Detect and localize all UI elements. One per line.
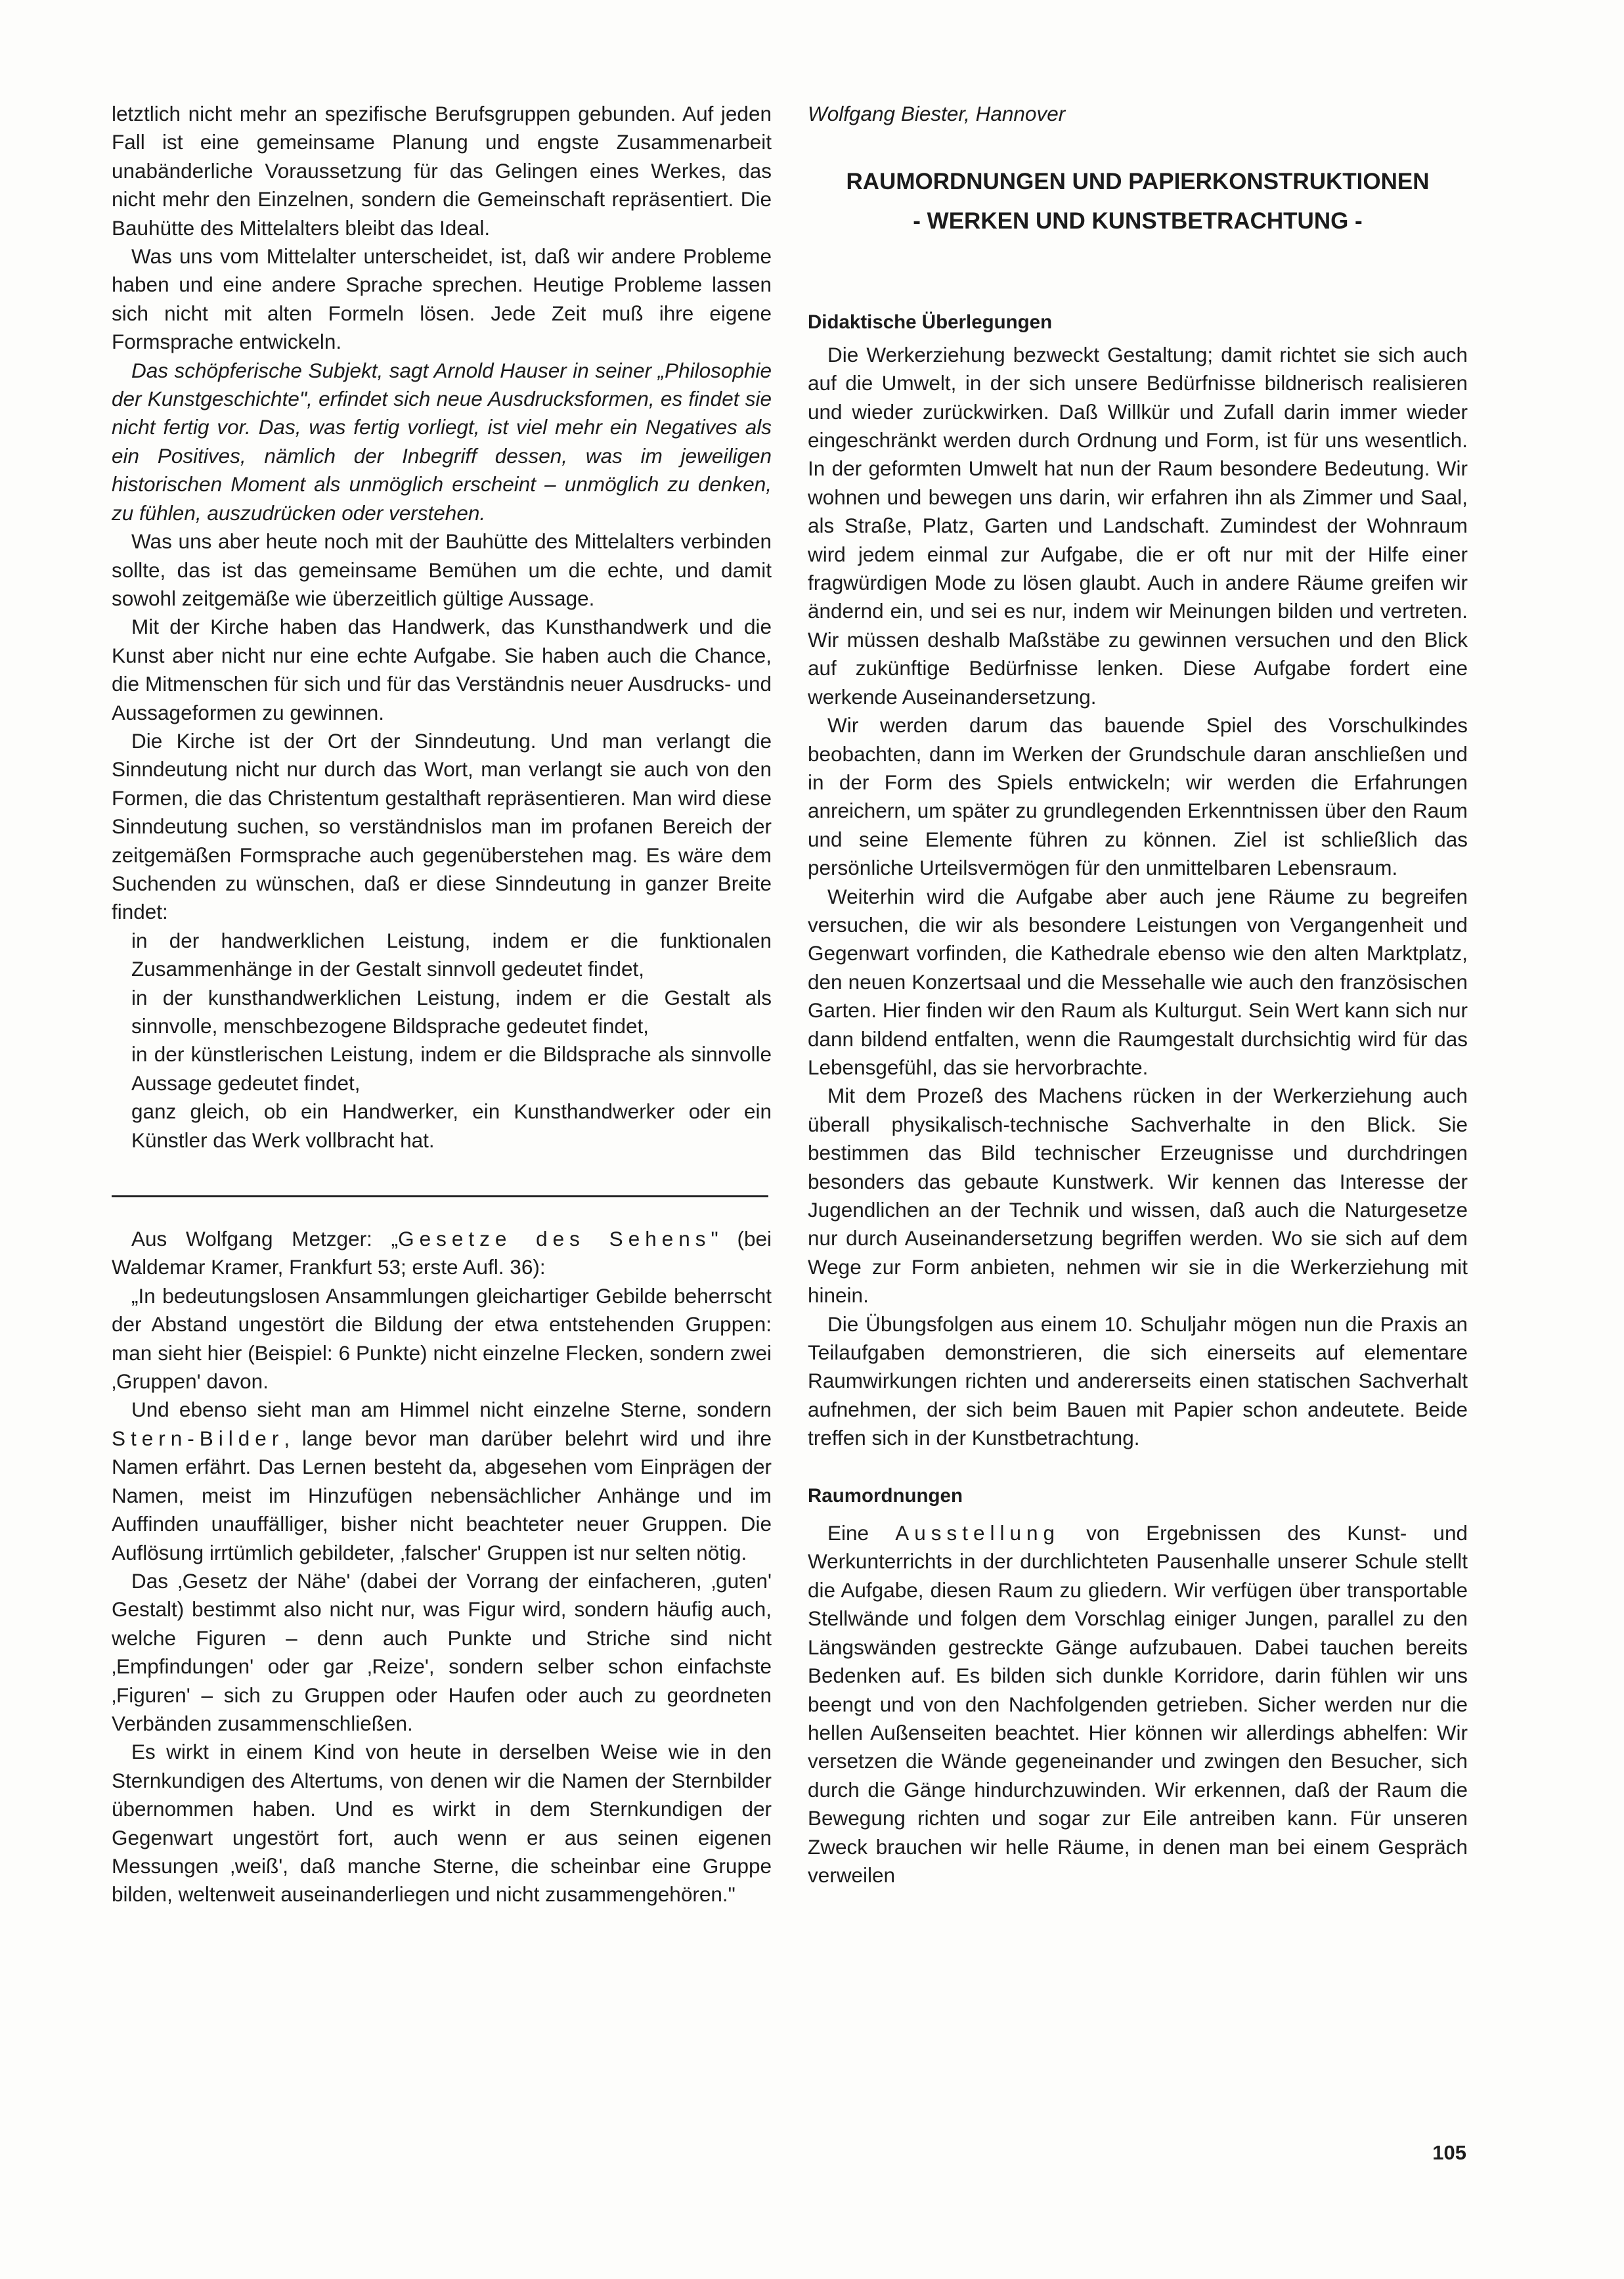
paragraph: letztlich nicht mehr an spezifische Berufsgruppen gebunden. Auf jeden Fall ist eine gemeinsame Planung und engste Zusammenarbeit unabänderliche Voraussetzung für das Gelingen eines Werkes, das nicht mehr den Einzelnen, sondern die Gemeinschaft repräsentiert. Die Bauhütte des Mittelalters bleibt das Ideal. bbox=[112, 102, 772, 240]
metzger-citation bbox=[112, 1225, 772, 1282]
section-heading-didaktik: Didaktische Überlegungen bbox=[808, 311, 1053, 334]
emphasized-word: Ausstellung bbox=[895, 1521, 1061, 1545]
list-item: in der künstlerischen Leistung, indem er die Bildsprache als sinnvolle Aussage gedeutet findet, bbox=[131, 1042, 772, 1095]
list-item: ganz gleich, ob ein Handwerker, ein Kunsthandwerker oder ein Künstler das Werk vollbracht hat. bbox=[131, 1099, 772, 1152]
right-column bbox=[808, 100, 1468, 1890]
metzger-paragraph: Das ‚Gesetz der Nähe' (dabei der Vorrang der einfacheren, ‚guten' Gestalt) bestimmt also nicht nur, was Figur wird, sondern häufig auch, welche Figuren – denn auch Punkte und Striche sind nicht ‚Empfindungen' oder gar ‚Reize', sondern selber schon einfachste ‚Figuren' – sich zu Gruppen oder Haufen oder auch zu geordneten Verbänden zusammenschließen. bbox=[112, 1568, 772, 1735]
paragraph: Die Werkerziehung bezweckt Gestaltung; damit richtet sie sich auch auf die Umwelt, in der sich unsere Bedürfnisse bildnerisch realisieren und wieder zurückwirken. Daß Willkür und Zufall darin immer wieder eingeschränkt werden durch Ordnung und Form, ist für uns wesentlich. In der geformten Umwelt hat nun der Raum besondere Bedeutung. Wir wohnen und bewegen uns darin, wir erfahren ihn als Zimmer und Saal, als Straße, Platz, Garten und Landschaft. Zumindest der Wohnraum wird jedem einmal zur Aufgabe, die er oft nur mit der Hilfe einer fragwürdigen Mode zu lösen glaubt. Auch in andere Räume greifen wir ändernd ein, und sei es nur, indem wir Meinungen bilden und vertreten. Wir müssen deshalb Maßstäbe zu gewinnen versuchen und den Blick auf zukünftige Bedürfnisse lenken. Diese Aufgabe fordert eine werkende Auseinandersetzung. bbox=[808, 342, 1468, 709]
paragraph: Was uns vom Mittelalter unterscheidet, ist, daß wir andere Probleme haben und eine andere Sprache sprechen. Heutige Probleme lassen sich nicht mit alten Formeln lösen. Jede Zeit muß ihre eigene Formsprache entwickeln. bbox=[112, 244, 772, 354]
article-title: RAUMORDNUNGEN UND PAPIERKONSTRUKTIONEN bbox=[846, 169, 1430, 195]
section-heading-raumordnungen: Raumordnungen bbox=[808, 1484, 963, 1507]
hauser-quote: Das schöpferische Subjekt, sagt Arnold Hauser in seiner „Philosophie der Kunstgeschichte", erfindet sich neue Ausdrucksformen, es findet sie nicht fertig vor. Das, was fertig vorliegt, ist viel mehr ein Negatives als ein Positives, nämlich der Inbegriff dessen, was im jeweiligen historischen Moment als unmöglich erscheint – unmöglich zu denken, zu fühlen, auszudrücken oder verstehen. bbox=[112, 358, 772, 525]
paragraph: Was uns aber heute noch mit der Bauhütte des Mittelalters verbinden sollte, das ist das gemeinsame Bemühen um die echte, und damit sowohl zeitgemäße wie überzeitlich gültige Aussage. bbox=[112, 529, 772, 610]
text-run: von Ergebnissen des Kunst- und Werkunterrichts in der durchlichteten Pausenhalle unserer Schule stellt die Aufgabe, diesen Raum zu gliedern. Wir verfügen über transportable Stellwände und folgen dem Vorschlag einiger Jungen, parallel zu den Längswänden gestreckte Gänge aufzubauen. Dabei tauchen bereits Bedenken auf. Es bilden sich dunkle Korridore, darin fühlen wir uns beengt und von den Nachfolgenden getrieben. Sicher werden nur die hellen Außenseiten beachtet. Hier können wir allerdings abhelfen: Wir versetzen die Wände gegeneinander und zwingen den Besucher, sich durch die Gänge hindurchzuwinden. Wir erkennen, daß der Raum die Bewegung richten und sogar zur Eile antreiben kann. Für unseren Zweck brauchen wir helle Räume, in denen man bei einem Gespräch verweilen bbox=[808, 1521, 1468, 1887]
paragraph: Mit der Kirche haben das Handwerk, das Kunsthandwerk und die Kunst aber nicht nur eine echte Aufgabe. Sie haben auch die Chance, die Mitmenschen für sich und für das Verständnis neuer Ausdrucks- und Aussageformen zu gewinnen. bbox=[112, 615, 772, 724]
metzger-paragraph: „In bedeutungslosen Ansammlungen gleichartiger Gebilde beherrscht der Abstand ungestört die Bildung der etwa entstehenden Gruppen: man sieht hier (Beispiel: 6 Punkte) nicht einzelne Flecken, sondern zwei ‚Gruppen' davon. bbox=[112, 1283, 772, 1394]
divider-rule bbox=[112, 1195, 768, 1197]
text-run: , lange bevor man darüber belehrt wird und ihre Namen erfährt. Das Lernen besteht da, abgesehen vom Einprägen der Namen, meist im Hinzufügen nebensächlicher Anhänge und im Auffinden unauffälliger, bisher nicht beachteter neuer Gruppen. Die Auflösung irrtümlich gebildeter, ‚falscher' Gruppen ist nur selten nötig. bbox=[112, 1426, 772, 1564]
text-run: Eine bbox=[827, 1521, 896, 1545]
list-item: in der kunsthandwerklichen Leistung, indem er die Gestalt als sinnvolle, menschbezogene Bildsprache gedeutet findet, bbox=[131, 985, 772, 1038]
emphasized-word: Stern-Bilder bbox=[112, 1426, 284, 1450]
text-run: Und ebenso sieht man am Himmel nicht einzelne Sterne, sondern bbox=[131, 1398, 772, 1422]
page-number: 105 bbox=[1432, 2141, 1466, 2164]
left-column bbox=[112, 100, 772, 1909]
paragraph: Weiterhin wird die Aufgabe aber auch jene Räume zu begreifen versuchen, die wir als besondere Leistungen von Vergangenheit und Gegenwart vorfinden, die Kathedrale ebenso wie den alten Marktplatz, den neuen Konzertsaal und die Messehalle wie auch den französischen Garten. Hier finden wir den Raum als Kulturgut. Sein Wert kann sich nur dann bildend entfalten, wenn die Raumgestalt durchsichtig wird für das Lebensgefühl, das sie hervorbrachte. bbox=[808, 884, 1468, 1079]
paragraph: Die Übungsfolgen aus einem 10. Schuljahr mögen nun die Praxis an Teilaufgaben demonstrieren, die sich einerseits auf elementare Raumwirkungen richten und andererseits einen statischen Sachverhalt aufnehmen, der sich beim Bauen mit Papier schon andeutete. Beide treffen sich in der Kunstbetrachtung. bbox=[808, 1312, 1468, 1450]
metzger-paragraph: Es wirkt in einem Kind von heute in derselben Weise wie in den Sternkundigen des Altertums, von denen wir die Namen der Sternbilder übernommen haben. Und es wirkt in dem Sternkundigen der Gegenwart ungestört fort, auch wenn er aus seinen eigenen Messungen ‚weiß', daß manche Sterne, die scheinbar eine Gruppe bilden, weltenweit auseinanderliegen und nicht zusammengehören." bbox=[112, 1740, 772, 1907]
metzger-paragraph bbox=[112, 1396, 772, 1566]
citation-prefix: Aus Wolfgang Metzger: „ bbox=[131, 1227, 399, 1251]
book-title: Gesetze des Sehens bbox=[398, 1227, 711, 1251]
paragraph: Wir werden darum das bauende Spiel des Vorschulkindes beobachten, dann im Werken der Grundschule daran anschließen und in der Form des Spiels entwickeln; wir werden die Erfahrungen anreichern, um später zu grundlegenden Erkenntnissen über den Raum und seine Elemente führen zu können. Ziel ist schließlich das persönliche Urteilsvermögen für den unmittelbaren Lebensraum. bbox=[808, 713, 1468, 880]
article-author: Wolfgang Biester, Hannover bbox=[808, 102, 1066, 125]
paragraph: Die Kirche ist der Ort der Sinndeutung. Und man verlangt die Sinndeutung nicht nur durch das Wort, man verlangt sie auch von den Formen, die das Christentum gestalthaft repräsentieren. Man wird diese Sinndeutung suchen, so verständnislos man im profanen Bereich der zeitgemäßen Formsprache auch gegenüberstehen mag. Es wäre dem Suchenden zu wünschen, daß er diese Sinndeutung in ganzer Breite findet: bbox=[112, 728, 772, 924]
list-item: in der handwerklichen Leistung, indem er die funktionalen Zusammenhänge in der Gestalt sinnvoll gedeutet findet, bbox=[131, 928, 772, 981]
paragraph: Mit dem Prozeß des Machens rücken in der Werkerziehung auch überall physikalisch-technische Sachverhalte in den Blick. Sie bestimmen das Bild technischer Erzeugnisse und durchdringen besonders das gebaute Kunstwerk. Wir kennen das Interesse der Jugendlichen an der Technik und wissen, daß auch die Naturgesetze nur durch Auseinandersetzung begriffen werden. Wo sie sich auf dem Wege zur Form anbieten, nehmen wir sie in die Werkerziehung mit hinein. bbox=[808, 1084, 1468, 1308]
article-subtitle: - WERKEN UND KUNSTBETRACHTUNG - bbox=[913, 208, 1363, 234]
paragraph bbox=[808, 1519, 1468, 1890]
citation-suffix: " (bei Waldemar Kramer, Frankfurt 53; erste Aufl. 36): bbox=[112, 1227, 772, 1279]
